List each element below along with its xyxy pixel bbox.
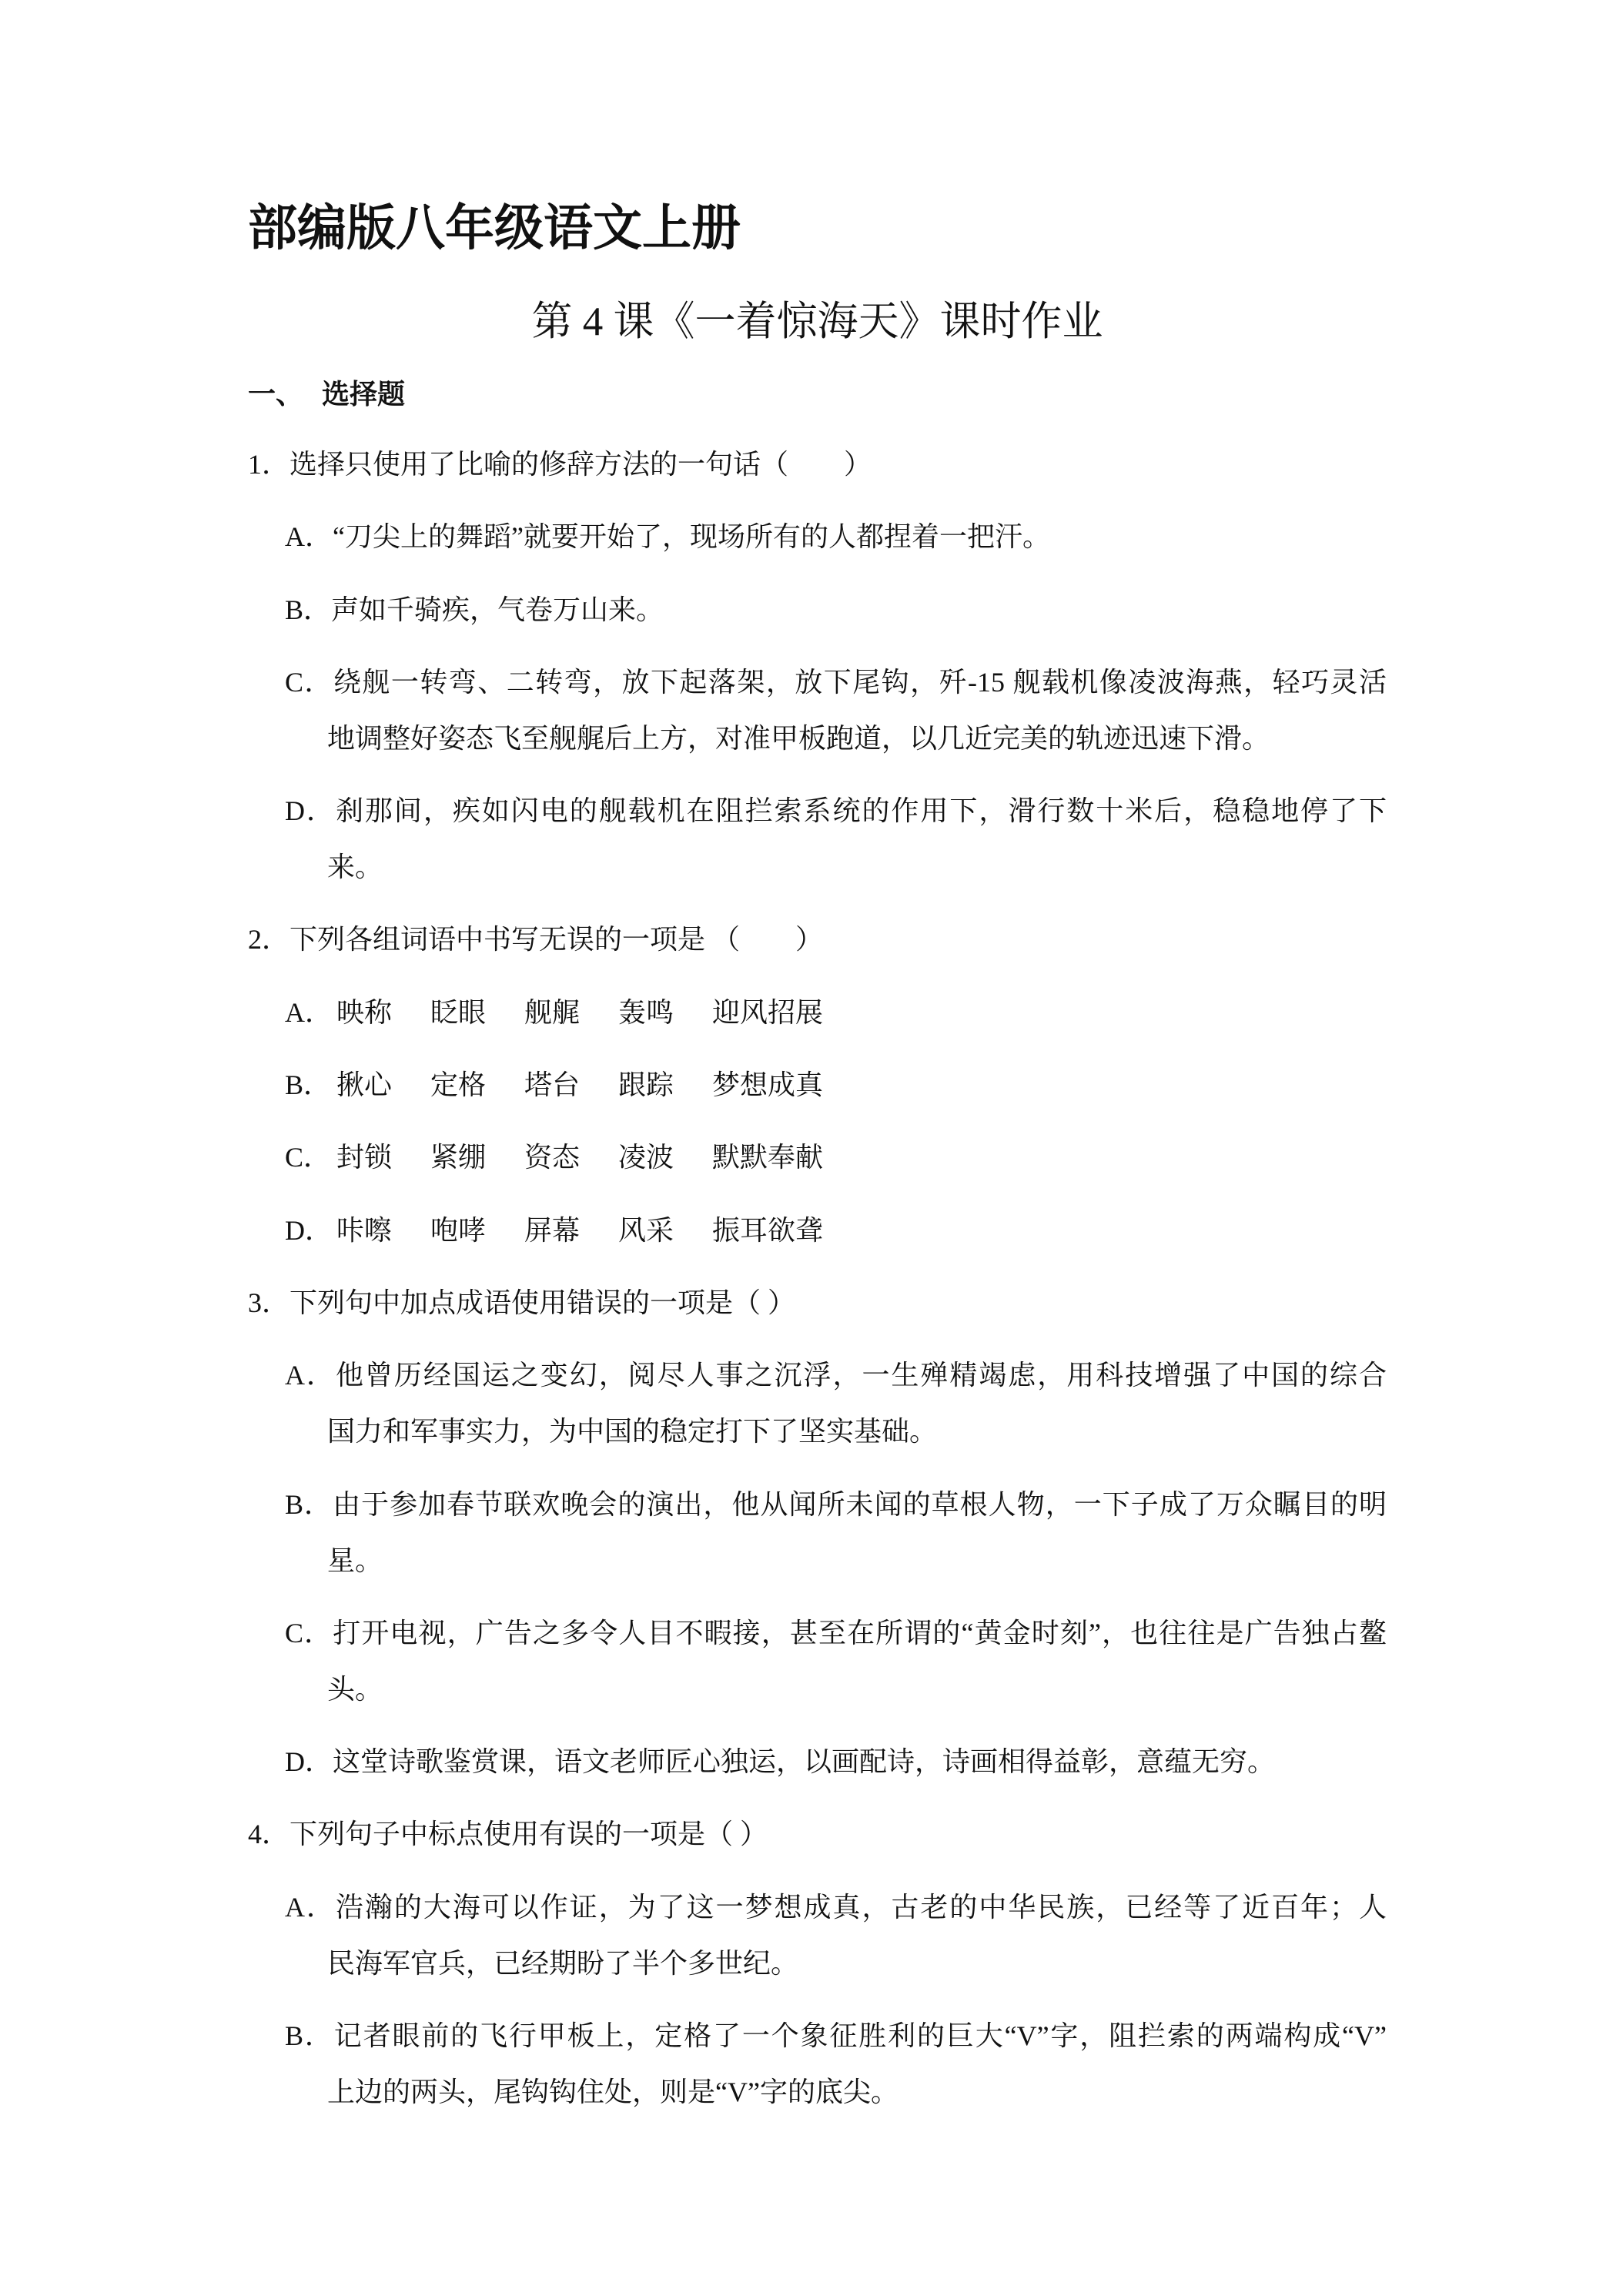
- option-label: C．: [285, 666, 333, 698]
- option-d: [285, 1203, 1387, 1259]
- question-text: 下列句中加点成语使用错误的一项是（ ）: [289, 1287, 796, 1318]
- option-text: 打开电视，广告之多令人目不暇接，甚至在所谓的“黄金时刻”，也往往是广告独占鳌: [333, 1617, 1387, 1648]
- section-title: 选择题: [322, 379, 406, 410]
- option-label: B．: [285, 594, 332, 625]
- question-number: 2．: [248, 924, 290, 956]
- question-3: [248, 1275, 1387, 1790]
- word: 迎风招展: [712, 996, 824, 1028]
- option-label: B．: [285, 1069, 332, 1101]
- option-text: 声如千骑疾，气卷万山来。: [331, 594, 664, 625]
- option-label: D．: [285, 1746, 333, 1778]
- option-line-continued: 地调整好姿态飞至舰艉后上方，对准甲板跑道，以几近完美的轨迹迅速下滑。: [327, 722, 1270, 754]
- option-c: [285, 654, 1387, 767]
- section-heading: [248, 375, 405, 413]
- option-text: “刀尖上的舞蹈”就要开始了，现场所有的人都捏着一把汗。: [333, 521, 1050, 553]
- word: 凌波: [618, 1142, 674, 1173]
- option-text: 他曾历经国运之变幻，阅尽人事之沉浮，一生殚精竭虑，用科技增强了中国的综合: [335, 1360, 1387, 1391]
- option-line: [285, 1734, 1387, 1790]
- question-text: 选择只使用了比喻的修辞方法的一句话（ ）: [289, 449, 872, 480]
- option-a: [285, 1879, 1387, 1992]
- question-list: [248, 437, 1387, 2137]
- option-line: [285, 1879, 1387, 1936]
- word: 轰鸣: [618, 996, 674, 1028]
- book-title: 部编版八年级语文上册: [248, 200, 741, 257]
- question-2: [248, 912, 1387, 1258]
- option-line: [285, 582, 1387, 638]
- question-stem: [248, 912, 1387, 968]
- option-b: [285, 1057, 1387, 1113]
- option-line: [285, 654, 1387, 711]
- lesson-title: 第 4 课《一着惊海天》课时作业: [531, 300, 1103, 344]
- word: 揪心: [336, 1069, 393, 1101]
- option-b: [285, 582, 1387, 638]
- option-line-continued: 来。: [327, 852, 383, 883]
- question-number: 4．: [248, 1819, 290, 1850]
- word: 咔嚓: [336, 1214, 393, 1246]
- option-c: [285, 1130, 1387, 1186]
- question-text: 下列句子中标点使用有误的一项是（ ）: [289, 1819, 768, 1850]
- section-number: 一、: [248, 379, 304, 410]
- option-line-continued: 上边的两头，尾钩钩住处，则是“V”字的底尖。: [327, 2077, 899, 2108]
- option-text: 浩瀚的大海可以作证，为了这一梦想成真，古老的中华民族，已经等了近百年；人: [335, 1891, 1387, 1923]
- option-label: A．: [285, 996, 333, 1028]
- word: 舰艉: [524, 996, 581, 1028]
- option-label: D．: [285, 795, 336, 827]
- question-4: [248, 1806, 1387, 2120]
- question-number: 3．: [248, 1287, 290, 1318]
- option-label: B．: [285, 2020, 334, 2052]
- question-text: 下列各组词语中书写无误的一项是 （ ）: [289, 924, 824, 956]
- word: 梦想成真: [712, 1069, 824, 1101]
- option-line: [285, 1347, 1387, 1404]
- option-label: A．: [285, 1891, 336, 1923]
- option-line: [285, 1605, 1387, 1662]
- word: 封锁: [336, 1142, 393, 1173]
- word: 定格: [430, 1069, 487, 1101]
- option-text: 刹那间，疾如闪电的舰载机在阻拦索系统的作用下，滑行数十米后，稳稳地停了下: [335, 795, 1387, 827]
- option-b: [285, 2008, 1387, 2120]
- word: 跟踪: [618, 1069, 674, 1101]
- option-label: A．: [285, 521, 333, 553]
- option-line-continued: 民海军官兵，已经期盼了半个多世纪。: [327, 1947, 799, 1979]
- option-line-continued: 国力和军事实力，为中国的稳定打下了坚实基础。: [327, 1416, 938, 1448]
- option-text: 记者眼前的飞行甲板上，定格了一个象征胜利的巨大“V”字，阻拦索的两端构成“V”: [333, 2020, 1387, 2052]
- option-text: 这堂诗歌鉴赏课，语文老师匠心独运，以画配诗，诗画相得益彰，意蕴无穷。: [333, 1746, 1276, 1778]
- word: 振耳欲聋: [712, 1214, 824, 1246]
- option-a: [285, 509, 1387, 565]
- option-line: [285, 783, 1387, 839]
- option-line: [285, 509, 1387, 565]
- option-d: [285, 783, 1387, 895]
- word: 塔台: [524, 1069, 581, 1101]
- word: 屏幕: [524, 1214, 581, 1246]
- word: 资态: [524, 1142, 581, 1173]
- word: 眨眼: [430, 996, 487, 1028]
- question-1: [248, 437, 1387, 895]
- option-c: [285, 1605, 1387, 1718]
- question-stem: [248, 437, 1387, 493]
- option-label: A．: [285, 1360, 336, 1391]
- option-label: C．: [285, 1617, 333, 1648]
- option-text: 绕舰一转弯、二转弯，放下起落架，放下尾钩，歼-15 舰载机像凌波海燕，轻巧灵活: [333, 666, 1387, 698]
- option-line: [285, 2008, 1387, 2064]
- option-label: D．: [285, 1214, 333, 1246]
- option-text: 由于参加春节联欢晚会的演出，他从闻所未闻的草根人物，一下子成了万众瞩目的明: [333, 1488, 1387, 1520]
- option-label: C．: [285, 1142, 332, 1173]
- word: 咆哮: [430, 1214, 487, 1246]
- option-d: [285, 1734, 1387, 1790]
- option-line-continued: 头。: [327, 1673, 383, 1705]
- option-a: [285, 1347, 1387, 1460]
- option-a: [285, 985, 1387, 1041]
- question-number: 1．: [248, 449, 290, 480]
- word: 默默奉献: [712, 1142, 824, 1173]
- word: 风采: [618, 1214, 674, 1246]
- word: 映称: [336, 996, 393, 1028]
- option-label: B．: [285, 1488, 333, 1520]
- question-stem: [248, 1275, 1387, 1331]
- question-stem: [248, 1806, 1387, 1863]
- option-line-continued: 星。: [327, 1545, 383, 1576]
- word: 紧绷: [430, 1142, 487, 1173]
- option-line: [285, 1477, 1387, 1533]
- option-b: [285, 1477, 1387, 1589]
